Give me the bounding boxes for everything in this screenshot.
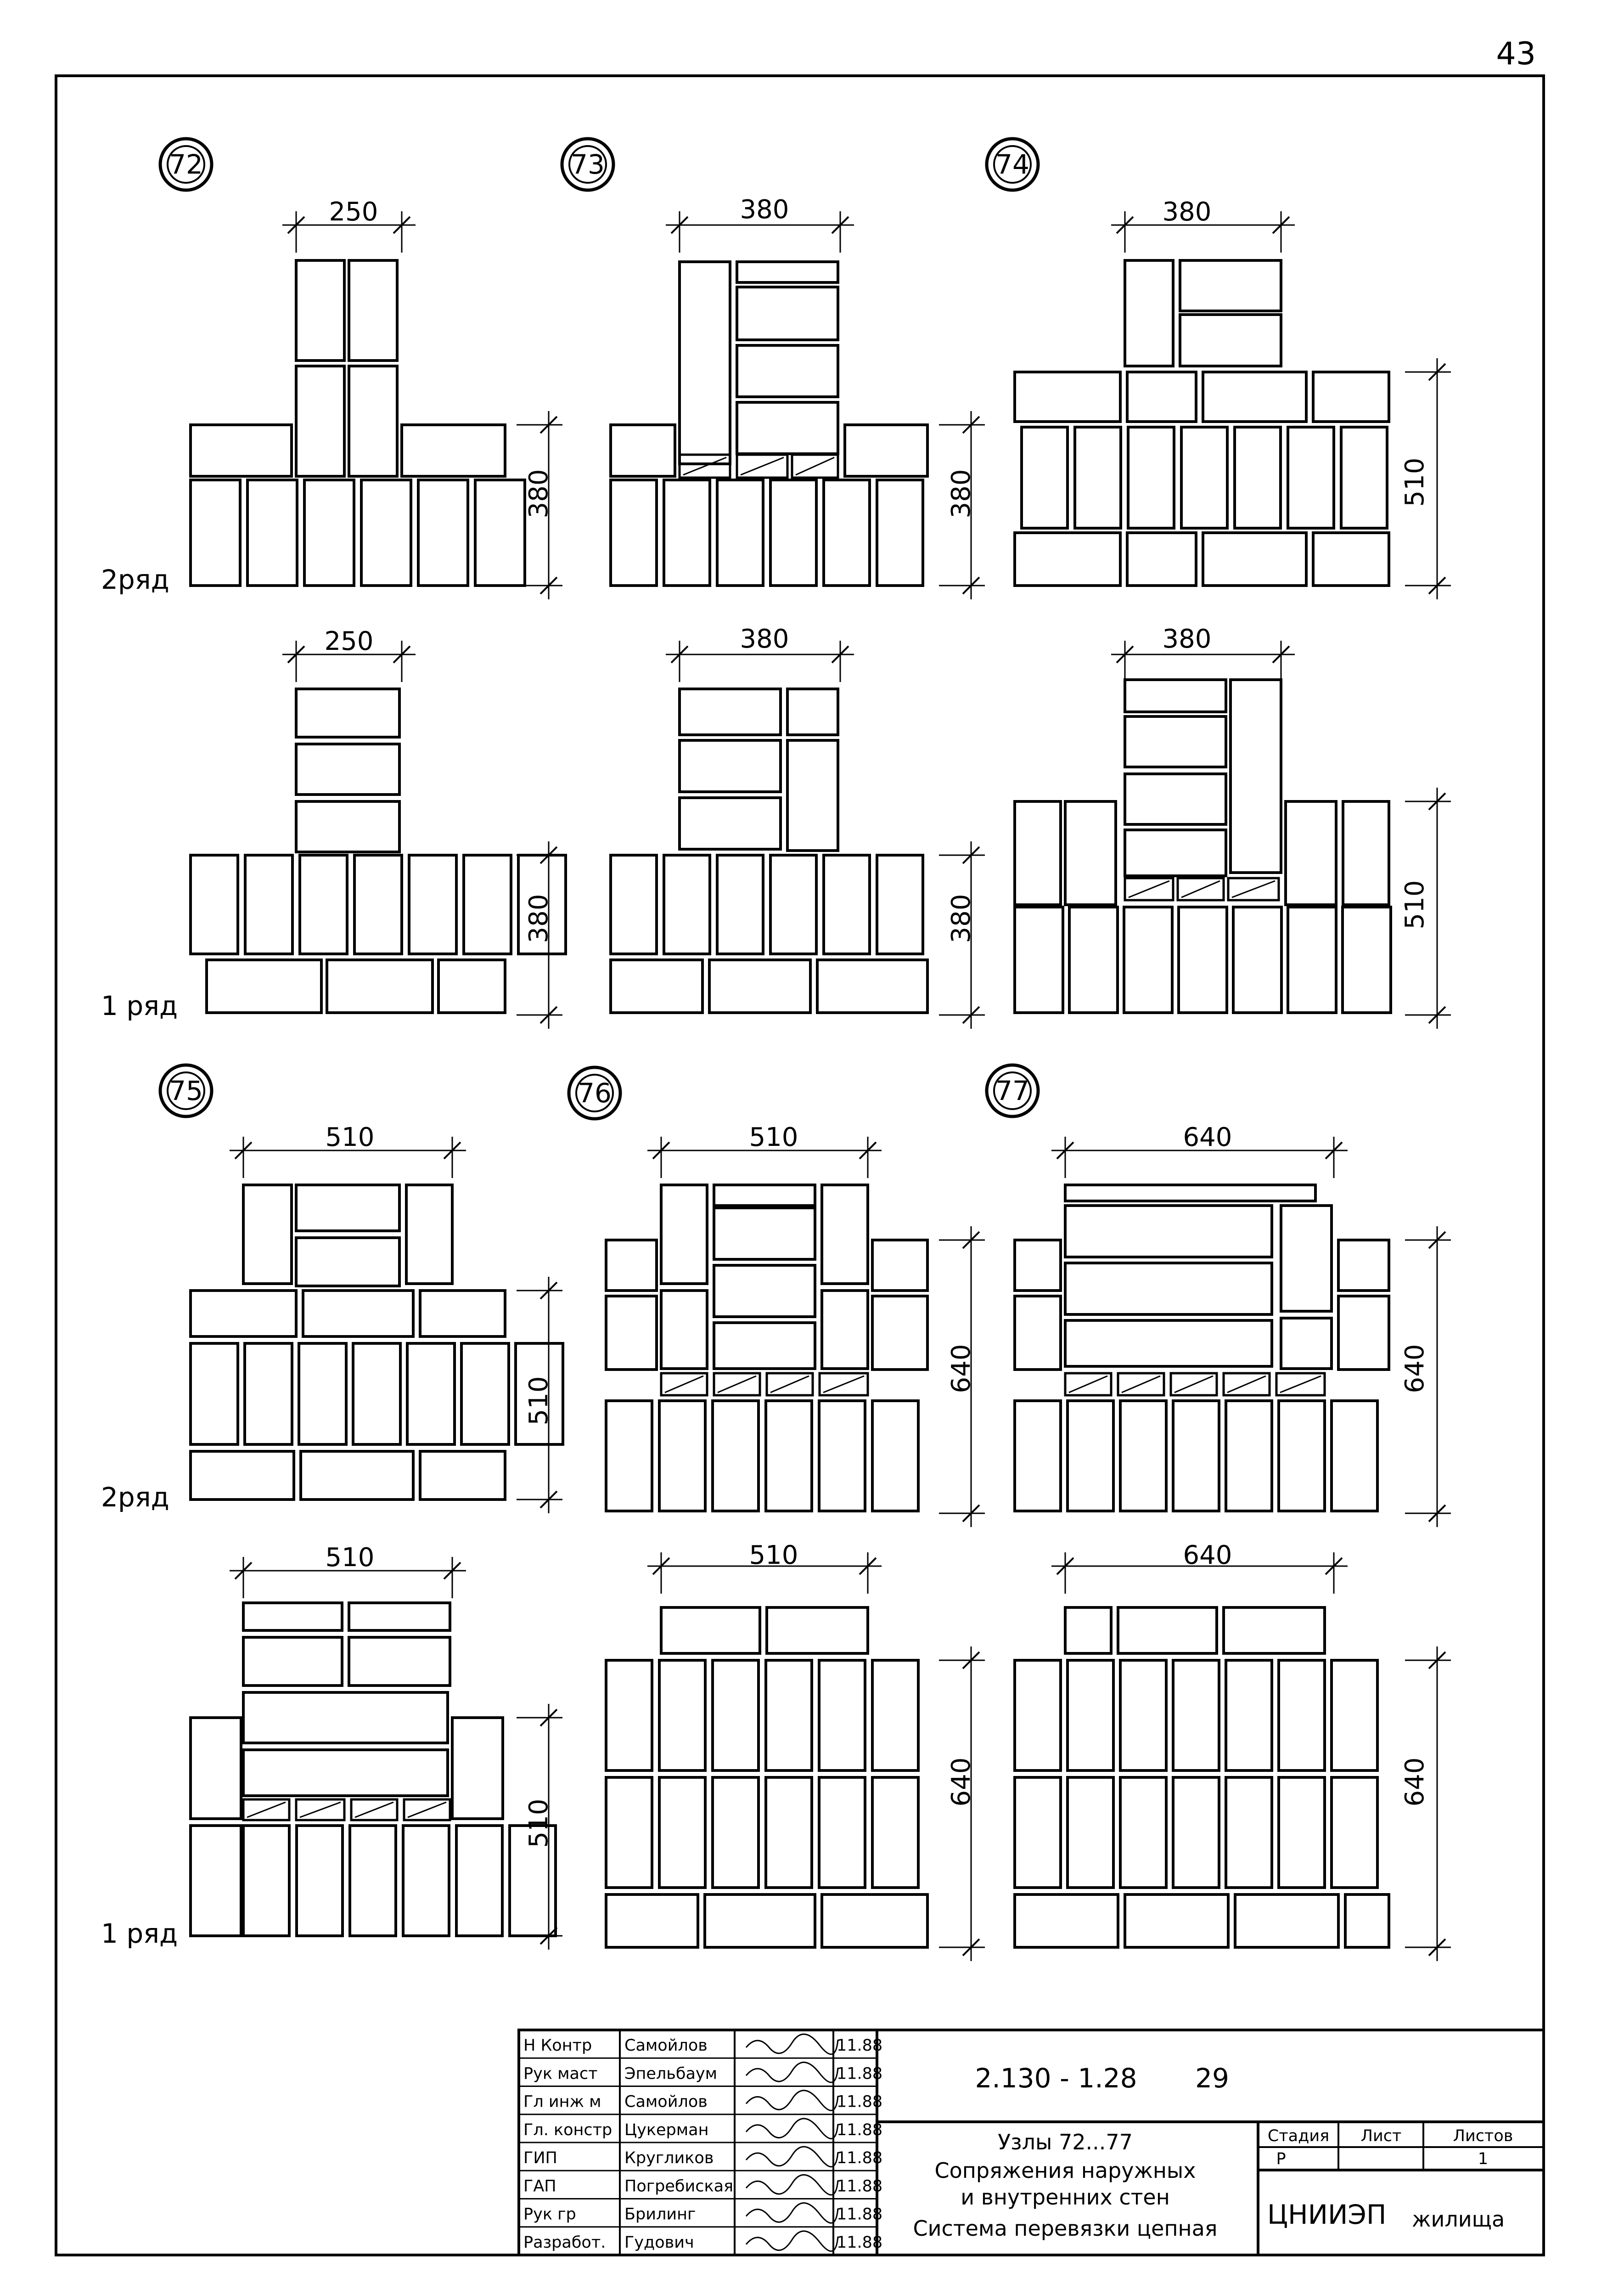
brick <box>420 1451 505 1500</box>
dim-height-74-row1: 510 <box>1400 880 1430 930</box>
brick <box>770 855 816 954</box>
brick <box>245 855 292 954</box>
brick <box>1226 1777 1272 1888</box>
brick <box>611 480 657 586</box>
node-label: 74 <box>995 149 1029 180</box>
brick <box>872 1401 918 1511</box>
brick <box>1015 801 1061 905</box>
signature-role: Гл инж м <box>523 2092 601 2111</box>
brick <box>1180 260 1281 311</box>
sheets-value: 1 <box>1478 2150 1489 2168</box>
brick <box>1065 801 1116 905</box>
brick <box>1125 716 1226 767</box>
brick <box>1065 1320 1272 1366</box>
doc-code: 2.130 - 1.28 <box>975 2063 1137 2094</box>
dim-height-77-row2: 640 <box>1400 1344 1430 1393</box>
brick <box>872 1660 918 1770</box>
brick-bat-hatch <box>1174 1376 1213 1393</box>
brick <box>680 689 781 735</box>
dimension-lines <box>230 211 1451 1961</box>
dim-height-73-row2: 380 <box>946 469 976 519</box>
brick <box>1341 427 1387 528</box>
signature-role: Гл. констр <box>523 2120 613 2139</box>
brick <box>296 801 399 852</box>
brick <box>714 1185 815 1206</box>
brick <box>1118 1607 1217 1653</box>
node-badge-72 <box>160 139 212 190</box>
node-badge-77 <box>987 1065 1038 1116</box>
brick <box>191 1826 241 1936</box>
stage-value: Р <box>1276 2150 1286 2168</box>
brick <box>191 1451 294 1500</box>
brick <box>606 1240 657 1291</box>
brick-bat-hatch <box>300 1802 341 1817</box>
brick <box>1120 1660 1166 1770</box>
brick <box>1125 260 1173 366</box>
brick <box>418 480 468 586</box>
handwritten-signature <box>746 2147 838 2167</box>
brick <box>1015 372 1120 422</box>
handwritten-signature <box>746 2034 838 2054</box>
handwritten-signature <box>746 2119 838 2139</box>
brick <box>349 1637 450 1686</box>
row-label-row2-bottom: 2ряд <box>101 1482 169 1513</box>
brick <box>1226 1401 1272 1511</box>
brick <box>872 1777 918 1888</box>
brick <box>243 1750 448 1796</box>
node-badges <box>160 139 1038 1119</box>
dim-height-76-row2: 640 <box>946 1344 976 1393</box>
brick <box>659 1777 705 1888</box>
signature-name: Брилинг <box>624 2205 696 2224</box>
row-label-row2-top: 2ряд <box>101 564 169 595</box>
brick <box>714 1323 815 1369</box>
node-label: 77 <box>995 1075 1029 1106</box>
brick <box>1343 801 1389 905</box>
brick <box>1332 1660 1377 1770</box>
brick <box>819 1660 865 1770</box>
brick <box>403 1826 449 1936</box>
brick <box>1226 1660 1272 1770</box>
node-badge-75 <box>160 1065 212 1116</box>
handwritten-signature <box>746 2062 838 2082</box>
brick <box>1279 1401 1325 1511</box>
brick <box>296 366 344 476</box>
brick <box>1015 1660 1061 1770</box>
node-label: 76 <box>578 1077 612 1109</box>
brick <box>243 1637 342 1686</box>
brick <box>296 260 344 361</box>
brick <box>1120 1777 1166 1888</box>
org-main: ЦНИИЭП <box>1267 2199 1387 2230</box>
dim-height-72-row1: 380 <box>524 894 554 943</box>
brick <box>659 1660 705 1770</box>
row-label-row1-bottom: 1 ряд <box>101 1918 178 1949</box>
brick <box>713 1777 759 1888</box>
brick <box>680 740 781 792</box>
brick <box>714 1265 815 1317</box>
brick <box>1015 1240 1061 1291</box>
brick <box>456 1826 502 1936</box>
brick <box>1015 1777 1061 1888</box>
brick <box>661 1291 707 1369</box>
brick <box>475 480 525 586</box>
brick <box>1345 1894 1389 1947</box>
title-block <box>519 2030 1544 2255</box>
brick <box>1125 774 1226 824</box>
dim-width-77-row1: 640 <box>1183 1540 1232 1570</box>
brick <box>438 960 505 1013</box>
brick <box>1075 427 1121 528</box>
brick <box>713 1401 759 1511</box>
brick <box>737 402 838 454</box>
dim-width-72-row2: 250 <box>329 197 378 227</box>
signature-date: 11.88 <box>837 2036 883 2055</box>
dim-height-75-row2: 510 <box>524 1376 554 1426</box>
brick <box>297 1826 343 1936</box>
brick <box>1235 427 1281 528</box>
signature-date: 11.88 <box>837 2064 883 2083</box>
brick <box>1338 1296 1389 1370</box>
brick <box>207 960 321 1013</box>
brick <box>1286 801 1336 905</box>
brick <box>606 1894 698 1947</box>
node-label: 72 <box>169 149 203 180</box>
brick <box>1224 1607 1325 1653</box>
brick-bat-hatch <box>1227 1376 1266 1393</box>
brick-bat-hatch <box>823 1376 864 1393</box>
brick <box>353 1343 400 1444</box>
dim-width-74-row2: 380 <box>1162 197 1212 227</box>
brick <box>191 1343 238 1444</box>
brick <box>1338 1240 1389 1291</box>
brick <box>402 425 505 476</box>
brick <box>1343 907 1391 1013</box>
dim-height-77-row1: 640 <box>1400 1757 1430 1807</box>
node-badge-73 <box>562 139 613 190</box>
brick <box>349 260 397 361</box>
brick <box>1068 1401 1113 1511</box>
brick <box>409 855 456 954</box>
brick <box>464 855 511 954</box>
brick <box>737 287 838 340</box>
brick <box>606 1660 652 1770</box>
brick <box>243 1185 292 1284</box>
brick <box>1125 680 1226 712</box>
brick <box>872 1296 927 1370</box>
dim-height-73-row1: 380 <box>946 894 976 943</box>
brick <box>1279 1660 1325 1770</box>
brick <box>296 1185 399 1231</box>
signature-role: Разработ. <box>523 2233 606 2252</box>
brick <box>824 855 870 954</box>
brick-bat-hatch <box>718 1376 756 1393</box>
brick <box>191 480 240 586</box>
handwritten-signature <box>746 2203 838 2223</box>
brick <box>606 1296 657 1370</box>
brick <box>1127 533 1196 586</box>
org-sub: жилища <box>1412 2207 1505 2232</box>
brick <box>766 1401 812 1511</box>
brick <box>1203 372 1306 422</box>
dim-height-72-row2: 380 <box>524 469 554 519</box>
brick <box>680 798 781 849</box>
brick <box>822 1185 868 1284</box>
brick <box>877 855 923 954</box>
dim-width-73-row2: 380 <box>740 195 789 225</box>
dim-width-77-row2: 640 <box>1183 1122 1232 1152</box>
dim-width-74-row1: 380 <box>1162 624 1212 654</box>
brick-bat-hatch <box>355 1802 393 1817</box>
stage-header: Стадия <box>1267 2127 1330 2145</box>
signature-role: Рук маст <box>523 2064 598 2083</box>
signature-role: Рук гр <box>523 2205 576 2224</box>
brick <box>1313 533 1389 586</box>
brick <box>705 1894 815 1947</box>
brick <box>664 480 710 586</box>
brick-bat-hatch <box>683 457 726 475</box>
brick <box>611 960 702 1013</box>
signature-date: 11.88 <box>837 2120 883 2139</box>
brick <box>1015 907 1063 1013</box>
brick <box>1015 1401 1061 1511</box>
brick <box>1065 1185 1315 1201</box>
brick <box>349 366 397 476</box>
brick <box>737 345 838 397</box>
brick <box>1068 1777 1113 1888</box>
signature-role: ГИП <box>523 2149 557 2167</box>
brick-bat-hatch <box>665 1376 703 1393</box>
brick <box>191 1718 241 1819</box>
doc-number: 29 <box>1195 2063 1229 2094</box>
brick <box>191 855 238 954</box>
brick <box>824 480 870 586</box>
dim-width-72-row1: 250 <box>324 626 374 656</box>
brick <box>304 480 354 586</box>
brick <box>713 1660 759 1770</box>
brick <box>296 744 399 795</box>
brick <box>1127 372 1196 422</box>
brick <box>1173 1660 1219 1770</box>
brick-bat-hatch <box>408 1802 446 1817</box>
brick <box>1120 1401 1166 1511</box>
brick <box>787 740 838 851</box>
signature-name: Самойлов <box>624 2092 708 2111</box>
signature-date: 11.88 <box>837 2177 883 2196</box>
brick <box>452 1718 503 1819</box>
brick <box>680 262 730 464</box>
brick <box>770 480 816 586</box>
brick <box>1015 533 1120 586</box>
brick <box>299 1343 346 1444</box>
brick <box>1279 1777 1325 1888</box>
brick <box>407 1343 455 1444</box>
brick <box>872 1240 927 1291</box>
brick <box>243 1826 289 1936</box>
row-label-row1-top: 1 ряд <box>101 990 178 1021</box>
signature-table <box>519 2034 882 2252</box>
brick <box>300 855 347 954</box>
signature-date: 11.88 <box>837 2233 883 2252</box>
brick <box>296 1238 399 1286</box>
brick-bat-hatch <box>1181 881 1220 897</box>
brick <box>1065 1263 1272 1314</box>
brick <box>350 1826 396 1936</box>
signature-name: Эпельбаум <box>624 2064 718 2083</box>
dim-height-75-row1: 510 <box>524 1798 554 1848</box>
brick <box>327 960 433 1013</box>
brick <box>1015 1296 1061 1370</box>
title-line-2: Сопряжения наружных <box>934 2158 1196 2183</box>
title-line-4: Система перевязки цепная <box>913 2216 1218 2241</box>
brick <box>819 1401 865 1511</box>
brick <box>737 262 838 282</box>
page-number: 43 <box>1496 36 1536 72</box>
brick <box>661 1607 760 1653</box>
brick <box>303 1291 413 1336</box>
brick <box>766 1777 812 1888</box>
brick <box>822 1894 927 1947</box>
brick-bat-hatch <box>1232 881 1275 897</box>
brick <box>1235 1894 1338 1947</box>
brick <box>877 480 923 586</box>
brick <box>461 1343 509 1444</box>
brick <box>767 1607 868 1653</box>
brick-courses <box>191 260 1391 1947</box>
brick <box>1173 1777 1219 1888</box>
brick <box>245 1343 292 1444</box>
signature-date: 11.88 <box>837 2205 883 2224</box>
dim-height-76-row1: 640 <box>946 1757 976 1807</box>
brick-bat-hatch <box>741 457 784 475</box>
brick <box>1015 1894 1118 1947</box>
brick <box>611 855 657 954</box>
brick <box>817 960 927 1013</box>
brick <box>1288 427 1334 528</box>
brick <box>1125 830 1226 876</box>
brick <box>664 855 710 954</box>
handwritten-signature <box>746 2175 838 2195</box>
dim-width-73-row1: 380 <box>740 624 789 654</box>
title-line-1: Узлы 72...77 <box>998 2130 1133 2154</box>
brick <box>1332 1777 1377 1888</box>
brick <box>611 425 675 476</box>
brick <box>1288 907 1336 1013</box>
signature-date: 11.88 <box>837 2149 883 2167</box>
brick <box>1281 1206 1332 1311</box>
brick <box>1069 907 1118 1013</box>
brick <box>709 960 810 1013</box>
handwritten-signature <box>746 2231 838 2251</box>
signature-date: 11.88 <box>837 2092 883 2111</box>
signature-role: Н Контр <box>523 2036 592 2055</box>
brick <box>1125 1894 1228 1947</box>
sheet-header: Лист <box>1360 2127 1402 2145</box>
brick <box>1065 1206 1272 1257</box>
dim-height-74-row2: 510 <box>1400 457 1430 507</box>
brick <box>354 855 402 954</box>
brick <box>1065 1607 1111 1653</box>
brick <box>406 1185 452 1284</box>
sheets-header: Листов <box>1453 2127 1513 2145</box>
brick <box>349 1603 450 1630</box>
brick <box>1022 427 1068 528</box>
node-badge-76 <box>569 1067 620 1119</box>
brick <box>1332 1401 1377 1511</box>
signature-name: Погребиская <box>624 2177 734 2196</box>
brick <box>606 1401 652 1511</box>
brick <box>1313 372 1389 422</box>
signature-name: Самойлов <box>624 2036 708 2055</box>
brick <box>420 1291 505 1336</box>
brick-bat-hatch <box>247 1802 286 1817</box>
signature-name: Гудович <box>624 2233 694 2252</box>
node-badge-74 <box>987 139 1038 190</box>
brick <box>819 1777 865 1888</box>
brick-bat-hatch <box>1069 1376 1107 1393</box>
brick-bat-hatch <box>1129 881 1169 897</box>
node-label: 73 <box>571 149 605 180</box>
brick <box>1128 427 1174 528</box>
brick <box>1173 1401 1219 1511</box>
brick <box>661 1185 707 1284</box>
signature-name: Цукерман <box>624 2120 709 2139</box>
brick <box>1179 907 1227 1013</box>
brick <box>361 480 411 586</box>
brick-bat-hatch <box>796 457 834 475</box>
brick <box>1231 680 1281 873</box>
signature-name: Кругликов <box>624 2149 714 2167</box>
brick-bat-hatch <box>1280 1376 1321 1393</box>
brick <box>606 1777 652 1888</box>
brick <box>247 480 297 586</box>
brick <box>1068 1660 1113 1770</box>
handwritten-signature <box>746 2091 838 2111</box>
dim-width-76-row2: 510 <box>749 1122 798 1152</box>
brick <box>766 1660 812 1770</box>
brick <box>714 1208 815 1259</box>
brick <box>1281 1318 1332 1369</box>
dim-width-75-row1: 510 <box>325 1543 375 1573</box>
brick <box>787 689 838 735</box>
brick <box>1124 907 1172 1013</box>
brick <box>1203 533 1306 586</box>
signature-role: ГАП <box>523 2177 556 2196</box>
brick-bat-hatch <box>1122 1376 1160 1393</box>
brick <box>191 425 292 476</box>
brick <box>301 1451 413 1500</box>
brick <box>243 1603 342 1630</box>
brick <box>243 1692 448 1743</box>
brick <box>845 425 927 476</box>
brick <box>191 1291 296 1336</box>
brick <box>1180 315 1281 366</box>
brick-bat-hatch <box>770 1376 809 1393</box>
brick <box>822 1291 868 1369</box>
brick <box>1233 907 1281 1013</box>
dim-width-76-row1: 510 <box>749 1540 798 1570</box>
brick <box>659 1401 705 1511</box>
brick <box>1181 427 1227 528</box>
node-label: 75 <box>169 1075 203 1106</box>
brick <box>296 689 399 737</box>
brick <box>717 480 763 586</box>
brick <box>717 855 763 954</box>
dim-width-75-row2: 510 <box>325 1122 375 1152</box>
title-line-3: и внутренних стен <box>961 2185 1170 2210</box>
